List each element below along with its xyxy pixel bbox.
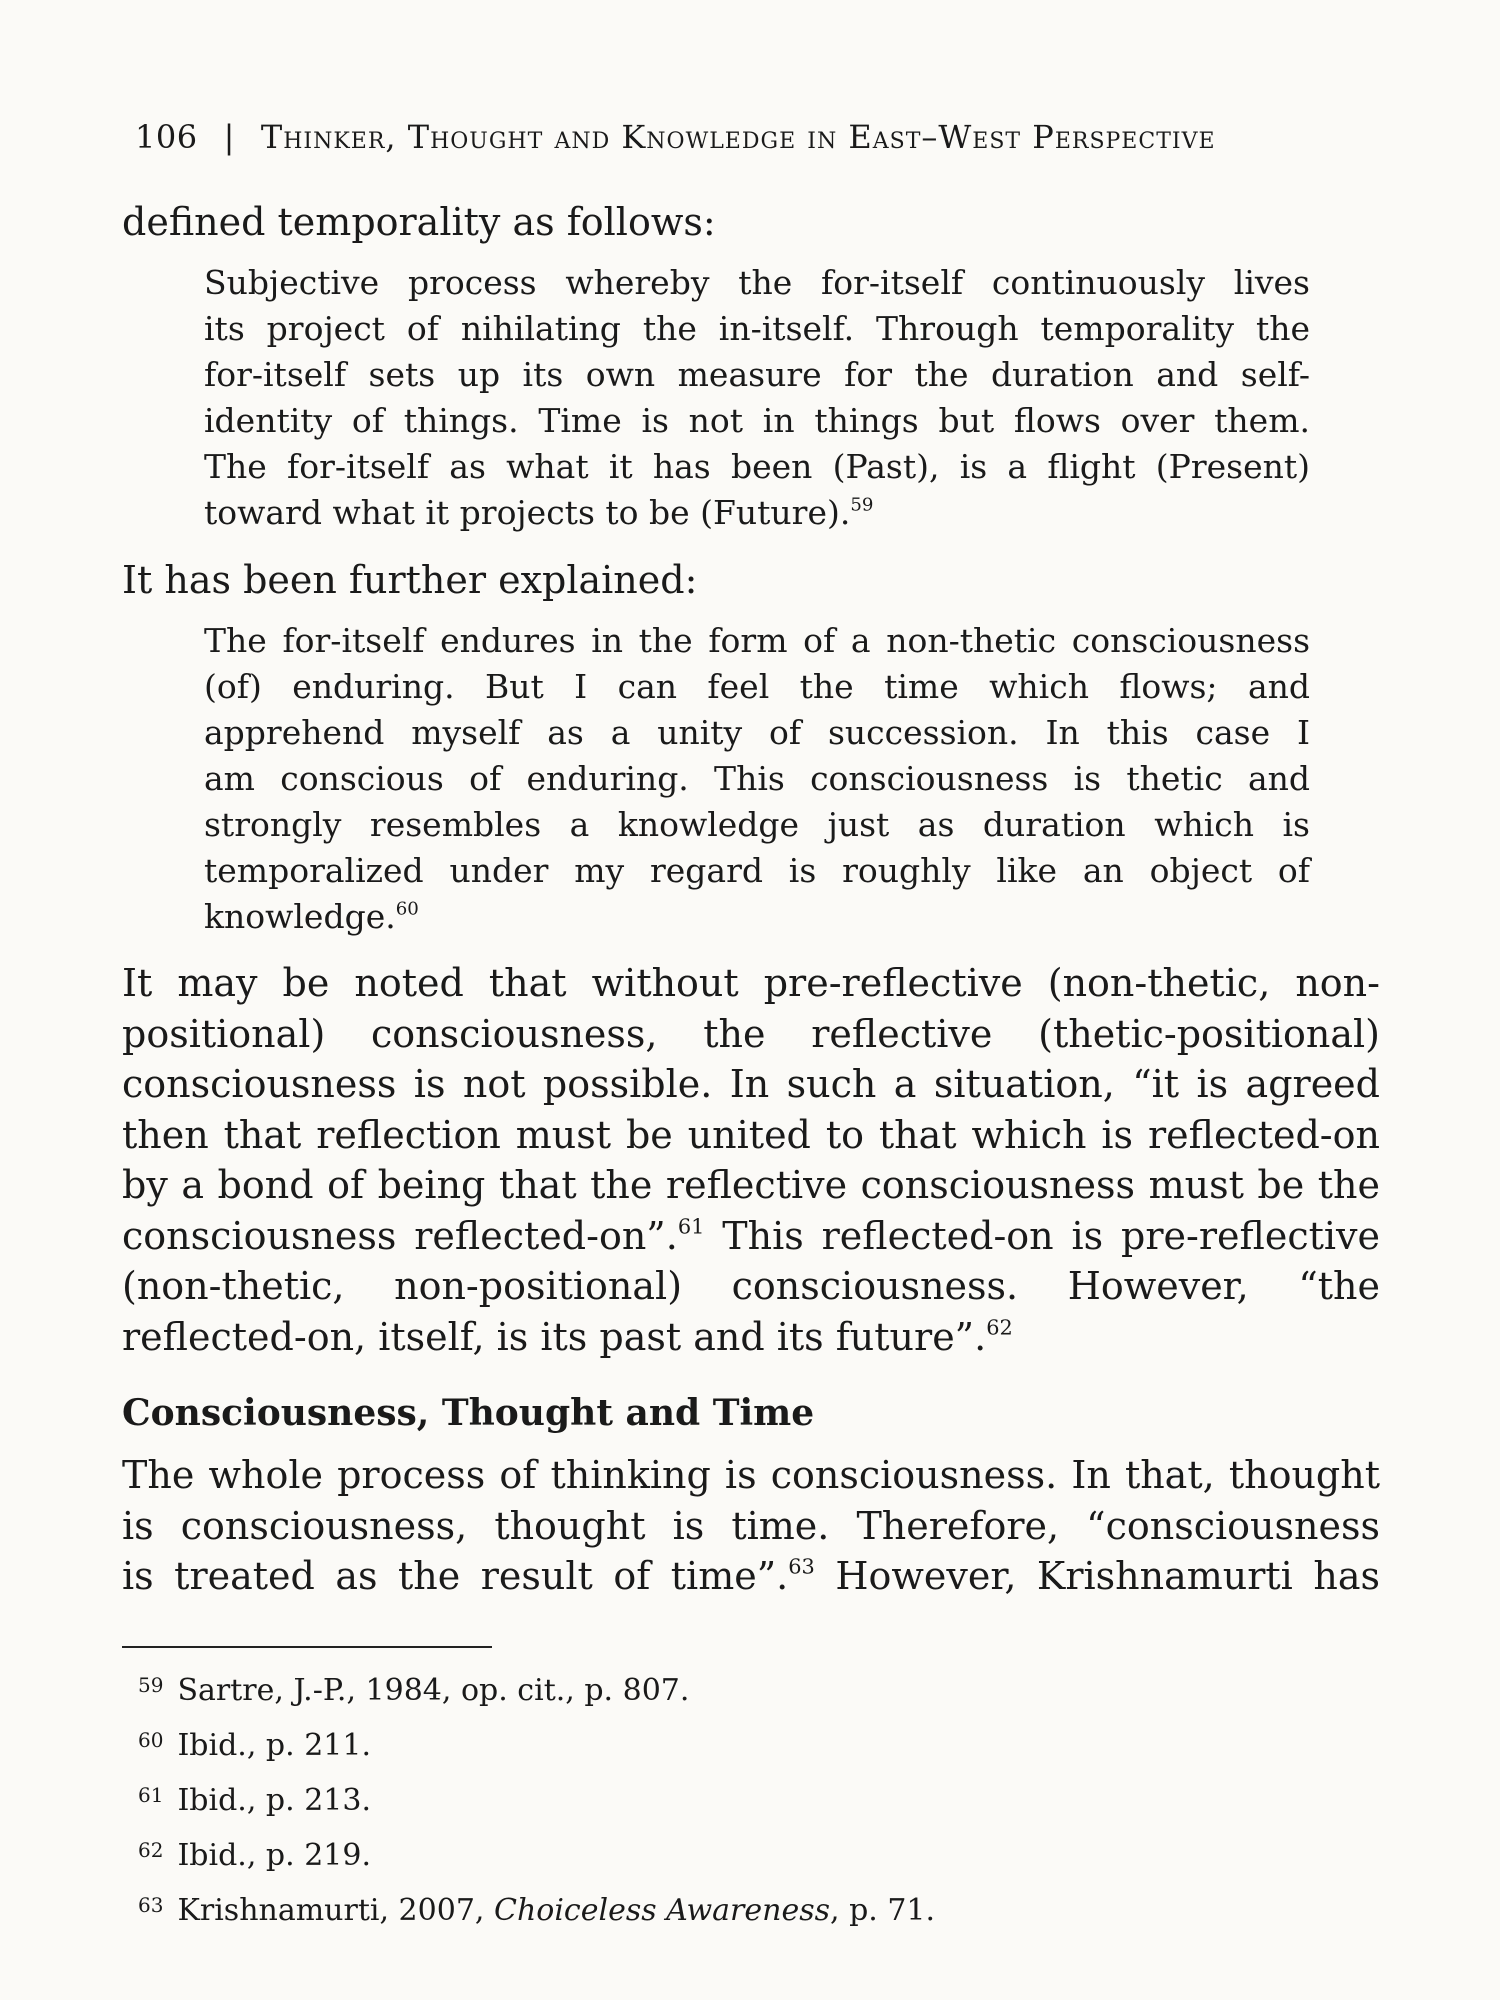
running-header (135, 118, 1375, 156)
paragraph-line (122, 1211, 1380, 1262)
paragraph-line: by a bond of being that the reflective consciousness must be the (122, 1163, 1380, 1207)
running-title: Thinker, Thought and Knowledge in East–West Perspective (260, 118, 1216, 156)
footnote (138, 1878, 935, 1933)
body-paragraph-2 (122, 1450, 1380, 1602)
footnote (138, 1768, 935, 1823)
quote-line: its project of nihilating the in-itself. Through temporality the (204, 309, 1310, 348)
footnote-ref: 62 (986, 1314, 1013, 1339)
quote-line: am conscious of enduring. This consciousness is thetic and (204, 759, 1310, 798)
footnote-text: Ibid., p. 211. (177, 1728, 371, 1763)
footnote (138, 1713, 935, 1768)
footnote-number: 63 (138, 1893, 164, 1917)
quote-line-text: knowledge. (204, 897, 396, 936)
quote-line: strongly resembles a knowledge just as duration which is (204, 805, 1310, 844)
section-heading: Consciousness, Thought and Time (122, 1392, 815, 1434)
block-quote-1 (204, 260, 1310, 536)
body-paragraph-1 (122, 958, 1380, 1362)
quote-line: The for-itself endures in the form of a non-thetic consciousness (204, 621, 1310, 660)
footnote (138, 1658, 935, 1713)
footnote-ref: 60 (395, 898, 419, 920)
footnote-ref: 59 (850, 494, 874, 516)
paragraph-line: consciousness is not possible. In such a situation, “it is agreed (122, 1062, 1380, 1106)
footnote-text: Krishnamurti, 2007, (177, 1893, 494, 1928)
quote-line-text: toward what it projects to be (Future). (204, 493, 851, 532)
paragraph-line: is consciousness, thought is time. Therefore, “consciousness (122, 1503, 1380, 1548)
paragraph-line-last (122, 1312, 1380, 1363)
quote-line-last (204, 894, 1310, 940)
footnote-number: 59 (138, 1673, 164, 1697)
transition-line: It has been further explained: (122, 558, 698, 602)
footnote-book-title: Choiceless Awareness (493, 1893, 830, 1928)
paragraph-line: positional) consciousness, the reflective (thetic-positional) (122, 1011, 1380, 1056)
quote-line: temporalized under my regard is roughly like an object of (204, 851, 1310, 890)
footnotes (138, 1658, 935, 1933)
line-text: This reflected-on is pre-reflective (704, 1213, 1380, 1258)
paragraph-line: (non-thetic, non-positional) consciousness. However, “the (122, 1264, 1380, 1308)
quote-line: apprehend myself as a unity of succession. In this case I (204, 713, 1310, 752)
page-number: 106 (135, 118, 198, 156)
paragraph-line (122, 1551, 1380, 1602)
intro-line: defined temporality as follows: (122, 200, 716, 244)
footnote-text: Sartre, J.-P., 1984, op. cit., p. 807. (177, 1673, 690, 1708)
quote-line: identity of things. Time is not in things but flows over them. (204, 401, 1310, 440)
quote-line: The for-itself as what it has been (Past), is a flight (Present) (204, 447, 1310, 486)
quote-line: for-itself sets up its own measure for the duration and self- (204, 355, 1310, 394)
quote-line-last (204, 490, 1310, 536)
footnote-number: 61 (138, 1783, 164, 1807)
header-separator: | (223, 118, 235, 156)
quote-line: Subjective process whereby the for-itself continuously lives (204, 263, 1310, 302)
line-text: reflected-on, itself, is its past and its future”. (122, 1314, 987, 1359)
footnote-ref: 61 (677, 1213, 705, 1238)
line-text: consciousness reflected-on”. (122, 1213, 678, 1258)
line-text: is treated as the result of time”. (122, 1554, 789, 1598)
footnote-number: 60 (138, 1728, 164, 1752)
paragraph-line: It may be noted that without pre-reflective (non-thetic, non- (122, 961, 1380, 1005)
line-text: However, Krishnamurti has (814, 1554, 1380, 1598)
quote-line: (of) enduring. But I can feel the time which flows; and (204, 667, 1310, 706)
footnote-text: Ibid., p. 213. (177, 1783, 371, 1818)
footnote-text: , p. 71. (830, 1893, 936, 1928)
footnote-text: Ibid., p. 219. (177, 1838, 371, 1873)
footnote-divider (122, 1646, 492, 1648)
paragraph-line: The whole process of thinking is consciousness. In that, thought (122, 1453, 1380, 1497)
paragraph-line: then that reflection must be united to that which is reflected-on (122, 1112, 1380, 1157)
footnote (138, 1823, 935, 1878)
footnote-ref: 63 (788, 1554, 815, 1579)
footnote-number: 62 (138, 1838, 164, 1862)
block-quote-2 (204, 618, 1310, 940)
